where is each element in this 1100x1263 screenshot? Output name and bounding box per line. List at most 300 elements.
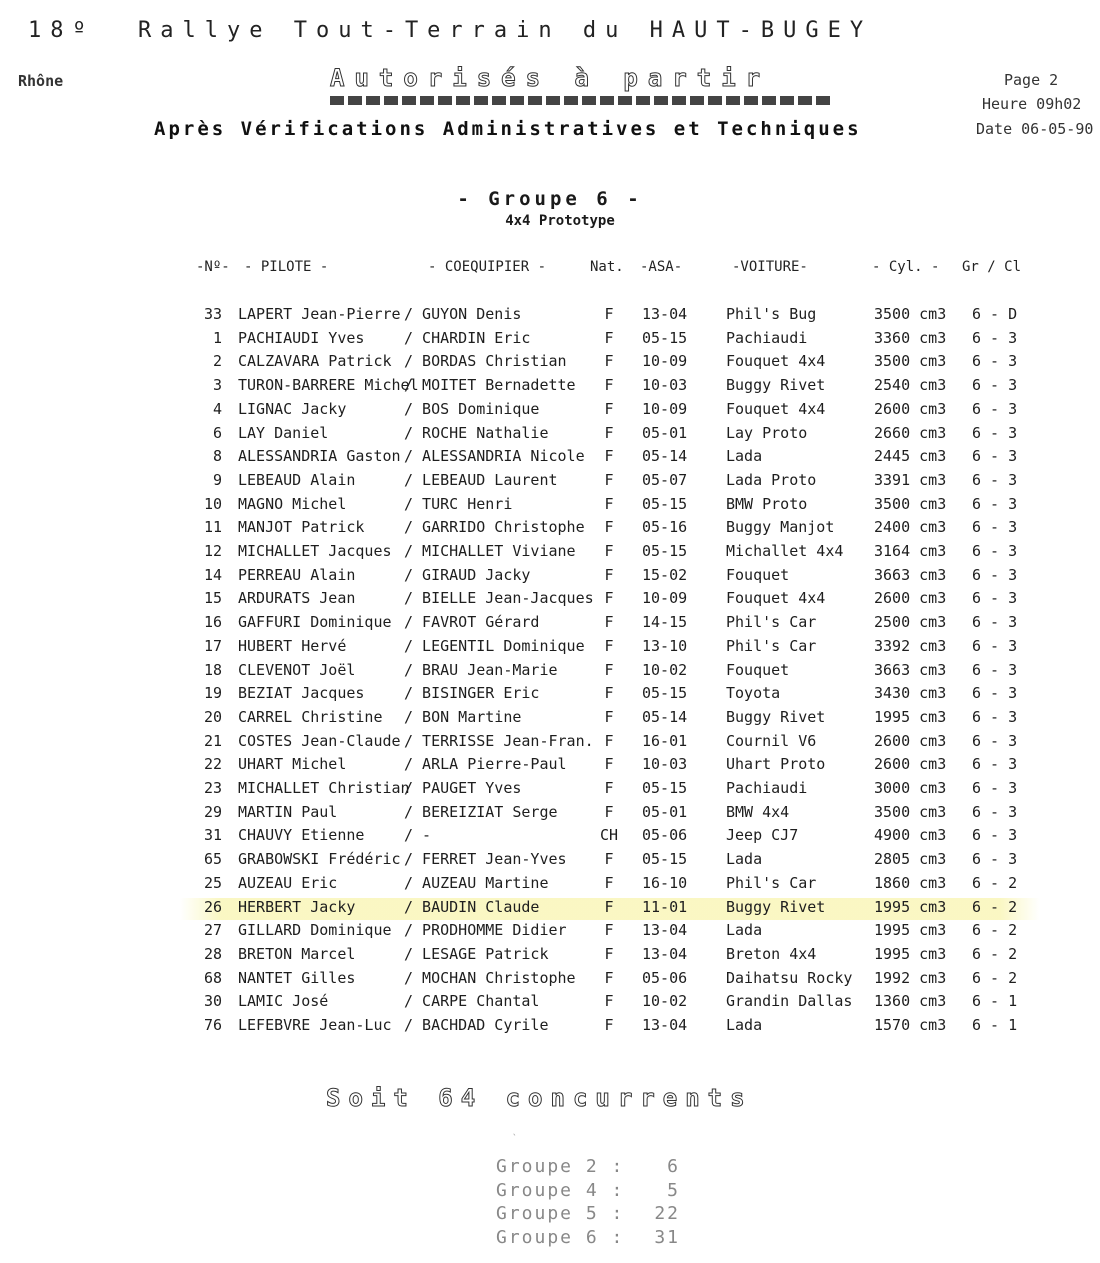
cell-nat: F [604,566,614,584]
cell-cyl: 1360 cm3 [874,992,947,1010]
cell-cyl: 2660 cm3 [874,424,947,442]
cell-grcl: 6 - 1 [972,1016,1018,1034]
cell-coequipier: / GUYON Denis [404,305,522,323]
cell-coequipier: / PRODHOMME Didier [404,921,567,939]
total-entrants: Soit 64 concurrents [326,1084,753,1112]
cell-asa: 05-01 [642,424,688,442]
cell-voiture: Buggy Manjot [726,518,835,536]
speck-mark: ` [512,1134,518,1144]
cell-num: 65 [203,850,222,868]
cell-voiture: BMW 4x4 [726,803,790,821]
cell-pilote: GILLARD Dominique [238,921,392,939]
cell-num: 68 [203,969,222,987]
cell-grcl: 6 - 3 [972,779,1018,797]
summary-label: Groupe 5 : [496,1203,625,1224]
cell-grcl: 6 - 3 [972,518,1018,536]
cell-nat: F [604,518,614,536]
cell-voiture: Buggy Rivet [726,708,826,726]
cell-pilote: PERREAU Alain [238,566,356,584]
cell-grcl: 6 - 2 [972,898,1018,916]
cell-voiture: Fouquet [726,661,790,679]
cell-cyl: 2500 cm3 [874,613,947,631]
cell-voiture: Fouquet 4x4 [726,400,826,418]
cell-cyl: 2400 cm3 [874,518,947,536]
cell-cyl: 3500 cm3 [874,495,947,513]
cell-asa: 15-02 [642,566,688,584]
cell-coequipier: / TERRISSE Jean-Fran. [404,732,594,750]
cell-grcl: 6 - 3 [972,589,1018,607]
cell-cyl: 2445 cm3 [874,447,947,465]
cell-nat: CH [599,826,619,844]
cell-grcl: 6 - 2 [972,874,1018,892]
cell-pilote: PACHIAUDI Yves [238,329,365,347]
cell-voiture: Lada [726,850,763,868]
cell-pilote: BEZIAT Jacques [238,684,365,702]
cell-cyl: 3360 cm3 [874,329,947,347]
cell-voiture: Daihatsu Rocky [726,969,853,987]
table-row [0,779,1100,801]
cell-grcl: 6 - 2 [972,969,1018,987]
table-row [0,305,1100,327]
cell-nat: F [604,684,614,702]
summary-label: Groupe 4 : [496,1180,625,1201]
document-title: Rallye Tout-Terrain du HAUT-BUGEY [138,18,873,43]
col-header-nat: Nat. [590,259,624,275]
cell-pilote: LAMIC José [238,992,329,1010]
cell-nat: F [604,945,614,963]
cell-num: 76 [203,1016,222,1034]
cell-coequipier: / MICHALLET Viviane [404,542,576,560]
cell-asa: 10-09 [642,400,688,418]
cell-coequipier: / TURC Henri [404,495,513,513]
cell-asa: 13-04 [642,1016,688,1034]
cell-pilote: NANTET Gilles [238,969,356,987]
cell-pilote: COSTES Jean-Claude [238,732,401,750]
cell-nat: F [604,400,614,418]
cell-coequipier: / AUZEAU Martine [404,874,549,892]
cell-asa: 05-15 [642,542,688,560]
cell-nat: F [604,613,614,631]
cell-num: 15 [203,589,222,607]
cell-grcl: 6 - 3 [972,826,1018,844]
col-header-voiture: -VOITURE- [732,259,808,275]
cell-grcl: 6 - D [972,305,1018,323]
cell-pilote: ARDURATS Jean [238,589,356,607]
cell-coequipier: / BOS Dominique [404,400,540,418]
cell-grcl: 6 - 3 [972,352,1018,370]
cell-coequipier: / BEREIZIAT Serge [404,803,558,821]
cell-coequipier: / CARPE Chantal [404,992,540,1010]
cell-asa: 10-03 [642,755,688,773]
cell-pilote: GAFFURI Dominique [238,613,392,631]
cell-coequipier: / FERRET Jean-Yves [404,850,567,868]
cell-cyl: 3430 cm3 [874,684,947,702]
cell-cyl: 3500 cm3 [874,352,947,370]
col-header-num: -Nº- [196,259,230,275]
cell-num: 14 [203,566,222,584]
cell-coequipier: / GIRAUD Jacky [404,566,531,584]
cell-voiture: Cournil V6 [726,732,817,750]
cell-asa: 10-02 [642,661,688,679]
cell-coequipier: / LESAGE Patrick [404,945,549,963]
cell-asa: 05-15 [642,329,688,347]
cell-pilote: MARTIN Paul [238,803,338,821]
cell-num: 1 [212,329,222,347]
cell-nat: F [604,874,614,892]
table-row [0,850,1100,872]
col-header-coequipier: - COEQUIPIER - [428,259,547,275]
cell-coequipier: / BORDAS Christian [404,352,567,370]
cell-coequipier: / - [404,826,432,844]
cell-voiture: Pachiaudi [726,329,808,347]
cell-cyl: 1995 cm3 [874,921,947,939]
cell-coequipier: / LEBEAUD Laurent [404,471,558,489]
cell-grcl: 6 - 2 [972,945,1018,963]
cell-asa: 10-09 [642,589,688,607]
summary-value: 31 [654,1227,680,1248]
cell-asa: 16-10 [642,874,688,892]
cell-nat: F [604,779,614,797]
cell-coequipier: / BACHDAD Cyrile [404,1016,549,1034]
cell-grcl: 6 - 3 [972,424,1018,442]
cell-grcl: 6 - 3 [972,755,1018,773]
cell-grcl: 6 - 3 [972,566,1018,584]
cell-pilote: HERBERT Jacky [238,898,356,916]
summary-label: Groupe 6 : [496,1227,625,1248]
cell-grcl: 6 - 2 [972,921,1018,939]
cell-cyl: 3392 cm3 [874,637,947,655]
cell-num: 18 [203,661,222,679]
cell-pilote: CALZAVARA Patrick [238,352,392,370]
table-row [0,518,1100,540]
cell-coequipier: / ALESSANDRIA Nicole [404,447,585,465]
cell-voiture: Phil's Car [726,637,817,655]
cell-pilote: CLEVENOT Joël [238,661,356,679]
cell-voiture: Pachiaudi [726,779,808,797]
verification-line: Après Vérifications Administratives et Techniques [154,118,862,140]
cell-grcl: 6 - 3 [972,637,1018,655]
cell-pilote: BRETON Marcel [238,945,356,963]
table-row [0,708,1100,730]
cell-pilote: MICHALLET Christian [238,779,410,797]
cell-nat: F [604,542,614,560]
cell-asa: 13-04 [642,921,688,939]
cell-grcl: 6 - 3 [972,400,1018,418]
cell-nat: F [604,898,614,916]
cell-asa: 05-14 [642,708,688,726]
cell-nat: F [604,803,614,821]
summary-label: Groupe 2 : [496,1156,625,1177]
cell-coequipier: / PAUGET Yves [404,779,522,797]
table-row [0,495,1100,517]
cell-nat: F [604,850,614,868]
cell-pilote: LAY Daniel [238,424,329,442]
cell-num: 30 [203,992,222,1010]
col-header-grcl: Gr / Cl [962,259,1022,275]
cell-num: 2 [212,352,222,370]
table-row [0,447,1100,469]
cell-grcl: 6 - 3 [972,661,1018,679]
cell-cyl: 1995 cm3 [874,945,947,963]
cell-grcl: 6 - 3 [972,495,1018,513]
title-number: 18º [28,18,95,43]
cell-grcl: 6 - 3 [972,447,1018,465]
cell-num: 19 [203,684,222,702]
cell-cyl: 3164 cm3 [874,542,947,560]
cell-asa: 10-09 [642,352,688,370]
cell-voiture: Lada [726,921,763,939]
cell-voiture: BMW Proto [726,495,808,513]
cell-cyl: 2600 cm3 [874,755,947,773]
cell-voiture: Fouquet [726,566,790,584]
cell-nat: F [604,329,614,347]
cell-nat: F [604,661,614,679]
table-row [0,898,1100,920]
banner-subtitle: Autorisés à partir [330,64,771,92]
cell-voiture: Jeep CJ7 [726,826,799,844]
cell-pilote: LIGNAC Jacky [238,400,347,418]
cell-coequipier: / BIELLE Jean-Jacques [404,589,594,607]
cell-pilote: MAGNO Michel [238,495,347,513]
cell-coequipier: / FAVROT Gérard [404,613,540,631]
cell-coequipier: / BAUDIN Claude [404,898,540,916]
table-row [0,661,1100,683]
cell-voiture: Lada [726,447,763,465]
cell-coequipier: / BISINGER Eric [404,684,540,702]
table-row [0,400,1100,422]
cell-cyl: 1995 cm3 [874,898,947,916]
cell-voiture: Breton 4x4 [726,945,817,963]
cell-cyl: 2600 cm3 [874,400,947,418]
cell-asa: 13-04 [642,945,688,963]
time-label: Heure 09h02 [982,95,1082,113]
cell-nat: F [604,992,614,1010]
cell-num: 28 [203,945,222,963]
table-row [0,566,1100,588]
cell-nat: F [604,589,614,607]
cell-num: 10 [203,495,222,513]
cell-pilote: CARREL Christine [238,708,383,726]
cell-asa: 05-07 [642,471,688,489]
cell-asa: 05-06 [642,826,688,844]
table-row [0,945,1100,967]
cell-nat: F [604,969,614,987]
table-row [0,992,1100,1014]
cell-nat: F [604,637,614,655]
cell-asa: 05-15 [642,684,688,702]
cell-coequipier: / GARRIDO Christophe [404,518,585,536]
cell-coequipier: / MOCHAN Christophe [404,969,576,987]
table-row [0,471,1100,493]
cell-num: 31 [203,826,222,844]
summary-value: 6 [667,1156,680,1177]
table-row [0,613,1100,635]
table-row [0,969,1100,991]
date-label: Date 06-05-90 [976,120,1094,138]
cell-pilote: HUBERT Hervé [238,637,347,655]
col-header-cyl: - Cyl. - [872,259,940,275]
cell-num: 25 [203,874,222,892]
cell-num: 33 [203,305,222,323]
cell-num: 22 [203,755,222,773]
cell-nat: F [604,755,614,773]
table-row [0,732,1100,754]
summary-value: 5 [667,1180,680,1201]
cell-pilote: GRABOWSKI Frédéric [238,850,401,868]
table-row [0,352,1100,374]
cell-voiture: Grandin Dallas [726,992,853,1010]
cell-pilote: MICHALLET Jacques [238,542,392,560]
cell-num: 3 [212,376,222,394]
cell-coequipier: / ARLA Pierre-Paul [404,755,567,773]
cell-asa: 05-16 [642,518,688,536]
cell-grcl: 6 - 3 [972,613,1018,631]
table-row [0,921,1100,943]
cell-pilote: LAPERT Jean-Pierre [238,305,401,323]
table-row [0,376,1100,398]
table-row [0,684,1100,706]
cell-cyl: 3663 cm3 [874,661,947,679]
cell-asa: 10-03 [642,376,688,394]
cell-asa: 10-02 [642,992,688,1010]
cell-voiture: Lada Proto [726,471,817,489]
cell-nat: F [604,471,614,489]
cell-asa: 11-01 [642,898,688,916]
cell-grcl: 6 - 3 [972,803,1018,821]
double-rule [330,96,830,105]
cell-asa: 14-15 [642,613,688,631]
cell-cyl: 2600 cm3 [874,732,947,750]
table-row [0,542,1100,564]
groupe-subtitle: 4x4 Prototype [505,213,615,229]
cell-voiture: Lada [726,1016,763,1034]
cell-asa: 13-10 [642,637,688,655]
page-number: Page 2 [1004,71,1059,89]
cell-voiture: Toyota [726,684,781,702]
cell-grcl: 6 - 3 [972,732,1018,750]
cell-pilote: LEFEBVRE Jean-Luc [238,1016,392,1034]
cell-grcl: 6 - 3 [972,708,1018,726]
table-row [0,826,1100,848]
cell-cyl: 3663 cm3 [874,566,947,584]
cell-grcl: 6 - 3 [972,471,1018,489]
col-header-pilote: - PILOTE - [244,259,329,275]
cell-asa: 05-15 [642,779,688,797]
cell-voiture: Lay Proto [726,424,808,442]
cell-pilote: ALESSANDRIA Gaston [238,447,401,465]
cell-nat: F [604,1016,614,1034]
cell-nat: F [604,921,614,939]
cell-coequipier: / MOITET Bernadette [404,376,576,394]
cell-coequipier: / BON Martine [404,708,522,726]
cell-cyl: 1995 cm3 [874,708,947,726]
table-row [0,329,1100,351]
cell-grcl: 6 - 1 [972,992,1018,1010]
cell-num: 21 [203,732,222,750]
groupe-title: - Groupe 6 - [457,188,643,210]
cell-asa: 05-15 [642,495,688,513]
region-label: Rhône [18,72,64,90]
cell-asa: 13-04 [642,305,688,323]
cell-voiture: Uhart Proto [726,755,826,773]
cell-cyl: 1570 cm3 [874,1016,947,1034]
table-row [0,1016,1100,1038]
cell-cyl: 2805 cm3 [874,850,947,868]
cell-cyl: 3500 cm3 [874,803,947,821]
cell-num: 4 [212,400,222,418]
cell-cyl: 2600 cm3 [874,589,947,607]
cell-voiture: Phil's Car [726,613,817,631]
cell-grcl: 6 - 3 [972,542,1018,560]
cell-coequipier: / CHARDIN Eric [404,329,531,347]
cell-coequipier: / BRAU Jean-Marie [404,661,558,679]
cell-num: 12 [203,542,222,560]
cell-num: 11 [203,518,222,536]
cell-voiture: Buggy Rivet [726,898,826,916]
cell-grcl: 6 - 3 [972,329,1018,347]
cell-cyl: 1860 cm3 [874,874,947,892]
cell-asa: 16-01 [642,732,688,750]
cell-asa: 05-15 [642,850,688,868]
cell-grcl: 6 - 3 [972,376,1018,394]
cell-nat: F [604,305,614,323]
cell-grcl: 6 - 3 [972,850,1018,868]
cell-pilote: MANJOT Patrick [238,518,365,536]
cell-cyl: 2540 cm3 [874,376,947,394]
cell-cyl: 3500 cm3 [874,305,947,323]
summary-value: 22 [654,1203,680,1224]
cell-num: 29 [203,803,222,821]
cell-cyl: 4900 cm3 [874,826,947,844]
cell-num: 9 [212,471,222,489]
cell-voiture: Michallet 4x4 [726,542,844,560]
cell-cyl: 3000 cm3 [874,779,947,797]
cell-voiture: Buggy Rivet [726,376,826,394]
cell-nat: F [604,352,614,370]
cell-num: 8 [212,447,222,465]
cell-num: 20 [203,708,222,726]
cell-grcl: 6 - 3 [972,684,1018,702]
table-row [0,874,1100,896]
cell-num: 27 [203,921,222,939]
cell-pilote: UHART Michel [238,755,347,773]
cell-voiture: Fouquet 4x4 [726,589,826,607]
cell-pilote: TURON-BARRERE Michel [238,376,419,394]
cell-num: 6 [212,424,222,442]
cell-num: 23 [203,779,222,797]
cell-cyl: 1992 cm3 [874,969,947,987]
table-row [0,589,1100,611]
cell-nat: F [604,495,614,513]
cell-voiture: Fouquet 4x4 [726,352,826,370]
cell-voiture: Phil's Car [726,874,817,892]
cell-num: 16 [203,613,222,631]
cell-pilote: CHAUVY Etienne [238,826,365,844]
col-header-asa: -ASA- [640,259,683,275]
cell-nat: F [604,424,614,442]
cell-coequipier: / LEGENTIL Dominique [404,637,585,655]
cell-pilote: AUZEAU Eric [238,874,338,892]
cell-voiture: Phil's Bug [726,305,817,323]
table-row [0,755,1100,777]
cell-nat: F [604,708,614,726]
cell-num: 17 [203,637,222,655]
cell-asa: 05-06 [642,969,688,987]
cell-nat: F [604,447,614,465]
cell-asa: 05-14 [642,447,688,465]
cell-nat: F [604,376,614,394]
table-row [0,803,1100,825]
